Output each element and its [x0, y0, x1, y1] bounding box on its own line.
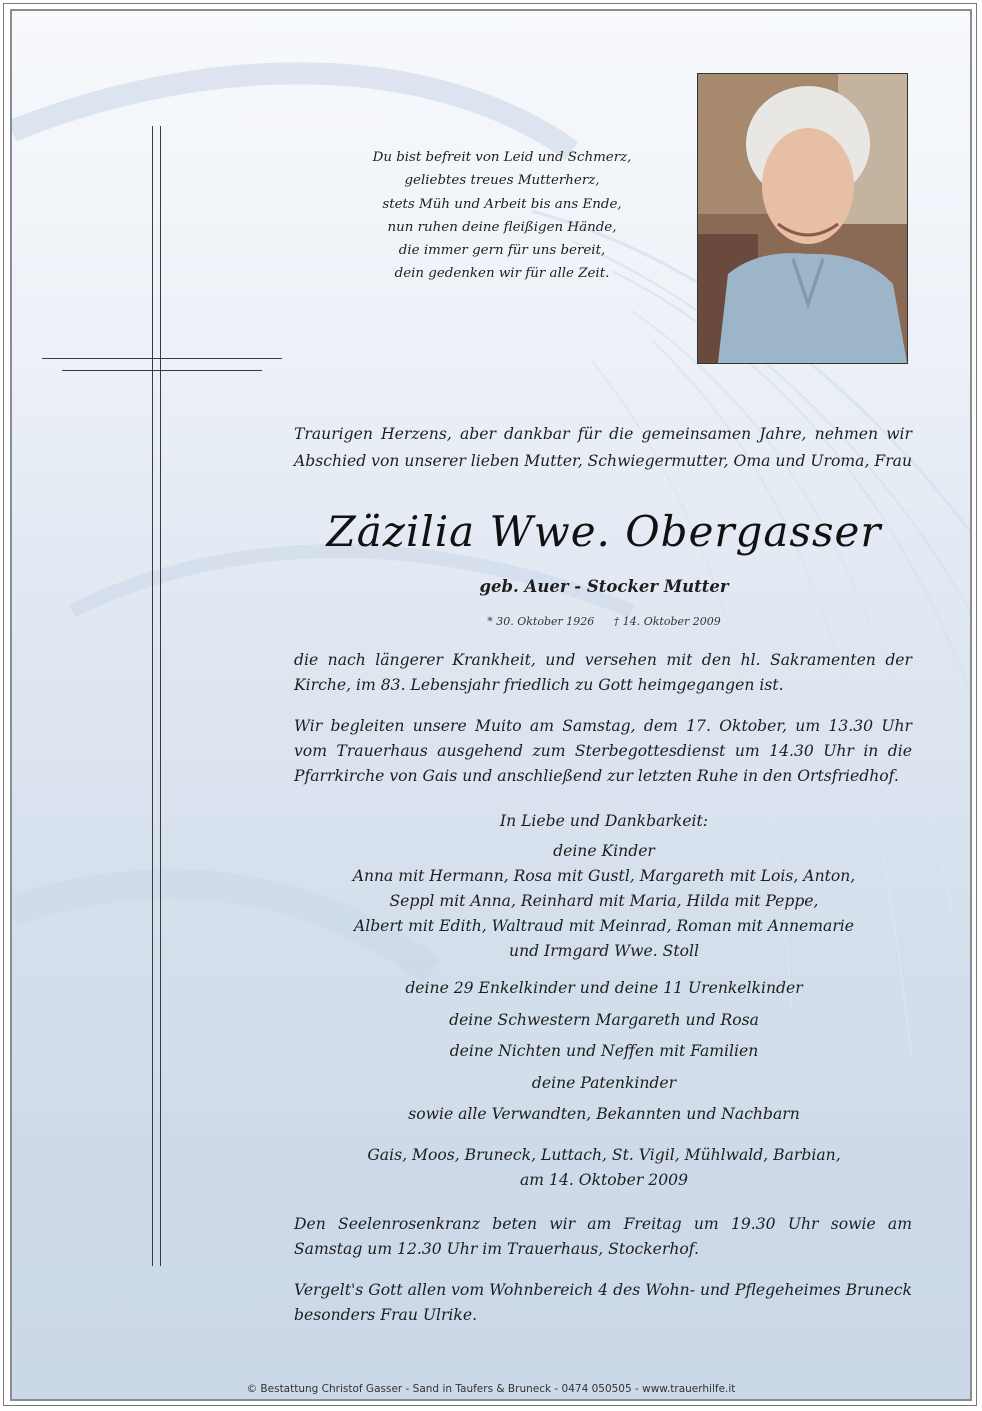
funeral-text: Wir begleiten unsere Muito am Samstag, dem 17. Oktober, um 13.30 Uhr vom Trauerhaus ausgehend zum Sterbegottesdienst um 14.30 Uhr in die Pfarrkirche von Gais und anschließend zur letzten Ruhe in den Ortsfriedhof. — [294, 717, 912, 785]
death-notice-text: die nach längerer Krankheit, und versehen mit den hl. Sakramenten der Kirche, im 83. Lebensjahr friedlich zu Gott heimgegangen ist. — [294, 651, 912, 694]
footer-credit: © Bestattung Christof Gasser - Sand in Taufers & Bruneck - 0474 050505 - www.trauerhilfe.it — [246, 1383, 736, 1395]
mourners-heading: In Liebe und Dankbarkeit: — [499, 812, 709, 830]
poem-line: dein gedenken wir für alle Zeit. — [394, 266, 610, 282]
poem-line: geliebtes treues Mutterherz, — [404, 173, 600, 189]
portrait-photo — [697, 73, 908, 364]
place-line: Gais, Moos, Bruneck, Luttach, St. Vigil, Mühlwald, Barbian, — [367, 1146, 841, 1164]
rosary-text: Den Seelenrosenkranz beten wir am Freitag um 19.30 Uhr sowie am Samstag um 12.30 Uhr im Trauerhaus, Stockerhof. — [294, 1215, 912, 1258]
portrait-image — [698, 74, 907, 363]
maiden-name: geb. Auer - Stocker Mutter — [479, 577, 729, 596]
place-date-block — [294, 1143, 914, 1193]
children-line: Seppl mit Anna, Reinhard mit Maria, Hilda mit Peppe, — [389, 892, 819, 910]
relatives-line: deine Schwestern Margareth und Rosa — [449, 1010, 759, 1029]
children-line: Anna mit Hermann, Rosa mit Gustl, Margareth mit Lois, Anton, — [352, 867, 856, 885]
poem — [312, 146, 692, 286]
poem-line: stets Müh und Arbeit bis ans Ende, — [382, 196, 622, 212]
birth-date: * 30. Oktober 1926 — [487, 615, 595, 628]
life-dates — [294, 615, 914, 628]
relatives-line: deine 29 Enkelkinder und deine 11 Urenkelkinder — [405, 979, 803, 997]
mourners-block — [294, 809, 914, 964]
obituary-page — [10, 9, 972, 1401]
cross-decoration — [42, 126, 282, 1266]
relatives-line: sowie alle Verwandten, Bekannten und Nachbarn — [408, 1105, 800, 1123]
relatives-line: deine Patenkinder — [531, 1073, 677, 1092]
deceased-name: Zäzilia Wwe. Obergasser — [326, 507, 882, 556]
poem-line: Du bist befreit von Leid und Schmerz, — [372, 150, 632, 165]
children-line: und Irmgard Wwe. Stoll — [509, 942, 699, 960]
relatives-line: deine Nichten und Neffen mit Familien — [449, 1042, 759, 1060]
poem-line: nun ruhen deine fleißigen Hände, — [387, 219, 617, 235]
date-line: am 14. Oktober 2009 — [520, 1171, 688, 1189]
thanks-text: Vergelt's Gott allen vom Wohnbereich 4 des Wohn- und Pflegeheimes Bruneck besonders Frau Ulrike. — [294, 1281, 912, 1324]
poem-line: die immer gern für uns bereit, — [398, 243, 606, 259]
children-line: Albert mit Edith, Waltraud mit Meinrad, Roman mit Annemarie — [353, 917, 855, 935]
relatives-block — [294, 973, 914, 1131]
death-date: † 14. Oktober 2009 — [613, 615, 721, 628]
children-label: deine Kinder — [553, 842, 655, 860]
intro-text: Traurigen Herzens, aber dankbar für die gemeinsamen Jahre, nehmen wir Abschied von unserer lieben Mutter, Schwiegermutter, Oma und Uroma, Frau — [294, 425, 912, 470]
